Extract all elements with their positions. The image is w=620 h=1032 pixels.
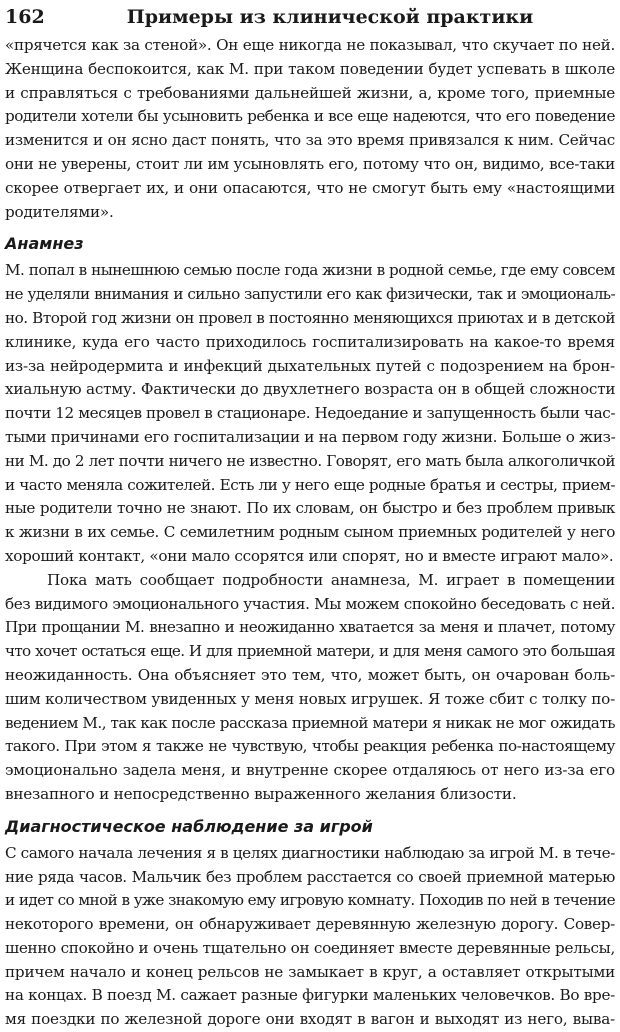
text-line: и идет со мной в уже знакомую ему игровую комнату. Походив по ней в течение bbox=[5, 891, 615, 910]
text-line: тыми причинами его госпитализации и на первом году жизни. Больше о жиз- bbox=[5, 427, 616, 446]
text-line: хиальную астму. Фактически до двухлетнего возраста он в общей сложности bbox=[5, 380, 616, 399]
section-play-observation bbox=[5, 817, 615, 1032]
text-line: на концах. В поезд М. сажает разные фигурки маленьких человечков. Во вре- bbox=[5, 986, 615, 1005]
text-line: Женщина беспокоится, как М. при таком поведении будет успевать в школе bbox=[5, 59, 615, 78]
text-line: внезапного и непосредственно выраженного желания близости. bbox=[5, 784, 517, 803]
text-line: «прячется как за стеной». Он еще никогда не показывал, что скучает по ней. bbox=[5, 36, 615, 54]
text-line: и часто меняла сожителей. Есть ли у него еще родные братья и сестры, прием- bbox=[5, 475, 615, 494]
text-line: родителями». bbox=[5, 202, 114, 221]
text-line: некоторого времени, он обнаруживает деревянную железную дорогу. Совер- bbox=[5, 915, 615, 934]
text-line: хороший контакт, «они мало ссорятся или спорят, но и вместе играют мало». bbox=[5, 546, 614, 565]
paragraph bbox=[5, 569, 615, 807]
text-line: но. Второй год жизни он провел в постоянно меняющихся приютах и в детской bbox=[5, 308, 615, 327]
text-line: причем начало и конец рельсов не замыкает в круг, а оставляет открытыми bbox=[5, 962, 615, 981]
text-line: такого. При этом я также не чувствую, чтобы реакция ребенка по-настоящему bbox=[5, 737, 615, 756]
text-line: мя поездки по железной дороге они входят в вагон и выходят из него, выва- bbox=[5, 1010, 615, 1029]
text-line: Пока мать сообщает подробности анамнеза, М. играет в помещении bbox=[47, 570, 615, 589]
text-line: они не уверены, стоит ли им усыновлять его, потому что он, видимо, все-таки bbox=[5, 154, 615, 173]
text-line: М. попал в нынешнюю семью после года жизни в родной семье, где ему совсем bbox=[5, 261, 615, 280]
text-line: почти 12 месяцев провел в стационаре. Недоедание и запущенность были час- bbox=[5, 404, 616, 423]
text-line: и справляться с требованиями дальнейшей жизни, а, кроме того, приемные bbox=[5, 83, 615, 102]
text-line: что хочет остаться еще. И для приемной матери, и для меня самого это большая bbox=[5, 642, 615, 661]
text-line: без видимого эмоционального участия. Мы можем спокойно беседовать с ней. bbox=[5, 594, 615, 613]
text-line: эмоционально задела меня, и внутренне скорее отдаляюсь от него из-за его bbox=[5, 761, 615, 780]
text-line: родители хотели бы усыновить ребенка и все еще надеются, что его поведение bbox=[5, 107, 615, 126]
page-header bbox=[5, 4, 615, 34]
text-line: к жизни в их семье. С семилетним родным сыном приемных родителей у него bbox=[5, 523, 615, 542]
page-number: 162 bbox=[5, 6, 45, 28]
text-line: клинике, куда его часто приходилось госпитализировать на какое-то время bbox=[5, 332, 615, 351]
section-heading: Диагностическое наблюдение за игрой bbox=[5, 816, 373, 836]
section-heading: Анамнез bbox=[5, 234, 84, 254]
text-line: ни М. до 2 лет почти ничего не известно. Говорят, его мать была алкоголичкой bbox=[5, 451, 615, 470]
text-line: С самого начала лечения я в целях диагностики наблюдаю за игрой М. в тече- bbox=[5, 843, 615, 862]
text-line: шенно спокойно и очень тщательно он соединяет вместе деревянные рельсы, bbox=[5, 938, 615, 957]
text-line: из-за нейродермита и инфекций дыхательных путей с подозрением на брон- bbox=[5, 356, 615, 375]
text-line: изменится и он ясно даст понять, что за это время привязался к ним. Сейчас bbox=[5, 131, 615, 150]
text-line: ные родители точно не знают. По их словам, он быстро и без проблем привык bbox=[5, 499, 615, 518]
text-line: неожиданность. Она объясняет это тем, что, может быть, он очарован боль- bbox=[5, 665, 615, 684]
section-anamnesis bbox=[5, 234, 615, 806]
text-line: шим количеством увиденных у меня новых игрушек. Я тоже сбит с толку по- bbox=[5, 689, 616, 708]
paragraph bbox=[5, 842, 615, 1032]
text-line: ние ряда часов. Мальчик без проблем расстается со своей приемной матерью bbox=[5, 867, 615, 886]
running-title: Примеры из клинической практики bbox=[126, 6, 534, 28]
paragraph bbox=[5, 259, 615, 568]
text-line: скорее отвергает их, и они опасаются, что не смогут быть ему «настоящими bbox=[5, 178, 615, 197]
text-line: ведением М., так как после рассказа приемной матери я никак не мог ожидать bbox=[5, 713, 615, 732]
text-line: не уделяли внимания и сильно запустили его как физически, так и эмоциональ- bbox=[5, 285, 615, 304]
text-line: При прощании М. внезапно и неожиданно хватается за меня и плачет, потому bbox=[5, 618, 615, 637]
intro-paragraph bbox=[5, 34, 615, 224]
